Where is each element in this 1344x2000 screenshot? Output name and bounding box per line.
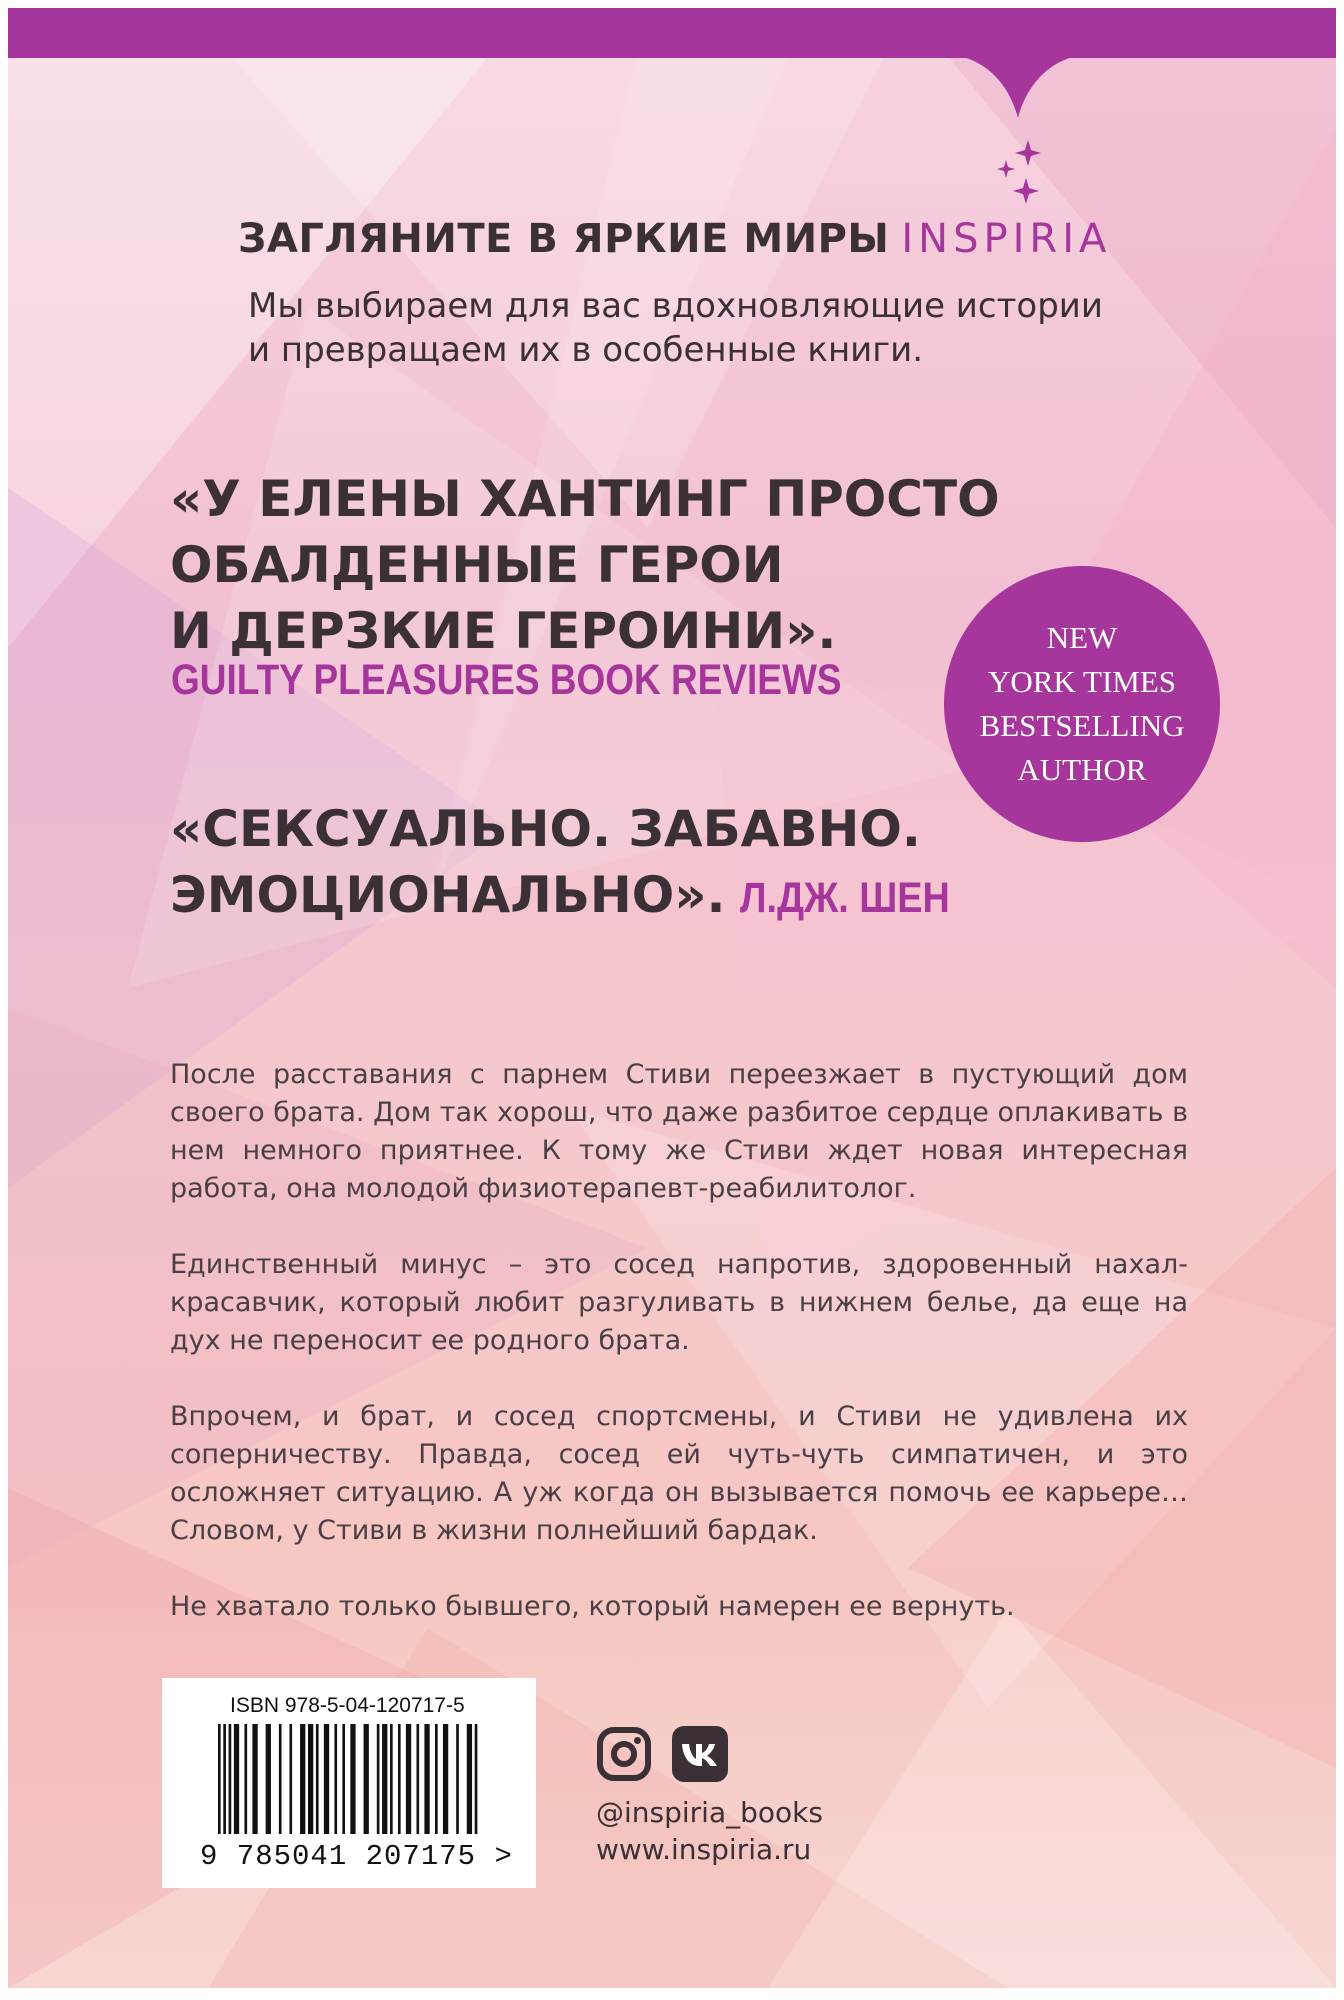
barcode-bar <box>416 1724 419 1834</box>
barcode-bar <box>364 1724 369 1834</box>
review-source-1: GUILTY PLEASURES BOOK REVIEWS <box>171 656 842 704</box>
barcode-bar <box>279 1724 282 1834</box>
barcode-bar <box>398 1724 401 1834</box>
quote-line: ОБАЛДЕННЫЕ ГЕРОИ <box>170 536 784 594</box>
barcode-bar <box>316 1724 319 1834</box>
barcode-bar <box>390 1724 393 1834</box>
barcode-bar <box>334 1724 337 1834</box>
social-handle[interactable]: @inspiria_books <box>596 1796 823 1829</box>
tagline <box>238 216 1111 262</box>
barcode-digits: 9 785041 207175 > <box>200 1840 513 1873</box>
barcode-bar <box>223 1724 226 1834</box>
quote-line: «У ЕЛЕНЫ ХАНТИНГ ПРОСТО <box>170 470 1000 528</box>
sparkle-icon <box>988 138 1048 208</box>
barcode-bar <box>382 1724 387 1834</box>
synopsis <box>170 1056 1188 1626</box>
review-source-2: Л.ДЖ. ШЕН <box>739 874 950 922</box>
barcode-bar <box>234 1724 239 1834</box>
social-icons <box>596 1726 823 1782</box>
barcode-bar <box>456 1724 459 1834</box>
intro-line: Мы выбираем для вас вдохновляющие истории <box>248 286 1103 326</box>
book-back-cover <box>8 8 1336 1988</box>
heart-notch <box>958 56 1078 120</box>
barcode-bar <box>252 1724 257 1834</box>
badge-line: BESTSELLING <box>979 708 1185 743</box>
brand-name: INSPIRIA <box>901 216 1112 262</box>
barcode-bar <box>350 1724 355 1834</box>
barcode-bar <box>406 1724 411 1834</box>
synopsis-paragraph: Единственный минус – это сосед напротив, здоровенный нахал-красавчик, который любит разгуливать в нижнем белье, да еще на дух не переносит ее родного брата. <box>170 1249 1188 1356</box>
quote-line: «СЕКСУАЛЬНО. ЗАБАВНО. <box>170 800 921 858</box>
intro-text <box>248 284 1148 372</box>
barcode-bar <box>424 1724 429 1834</box>
barcode-bar <box>324 1724 329 1834</box>
website-link[interactable]: www.inspiria.ru <box>596 1833 812 1866</box>
vk-icon[interactable] <box>672 1726 728 1782</box>
social-block <box>596 1726 823 1866</box>
barcode-bar <box>443 1724 448 1834</box>
barcode-bar <box>218 1724 221 1834</box>
quote-line: ЭМОЦИОНАЛЬНО». <box>170 866 726 924</box>
synopsis-paragraph: Не хватало только бывшего, который намерен ее вернуть. <box>170 1591 1015 1622</box>
barcode-bar <box>308 1724 313 1834</box>
barcode-bar <box>342 1724 345 1834</box>
isbn-number: ISBN 978-5-04-120717-5 <box>230 1694 465 1717</box>
synopsis-paragraph: После расставания с парнем Стиви переезжает в пустующий дом своего брата. Дом так хорош, что даже разбитое сердце оплакивать в нем немного приятнее. К тому же Стиви ждет новая интересная работа, она молодой физиотерапевт-реабилитолог. <box>170 1059 1188 1204</box>
barcode-bar <box>467 1724 472 1834</box>
barcode-bar <box>244 1724 247 1834</box>
badge-line: YORK TIMES <box>987 664 1177 699</box>
instagram-icon[interactable] <box>596 1726 652 1782</box>
intro-line: и превращаем их в особенные книги. <box>248 330 924 370</box>
badge-line: AUTHOR <box>1017 752 1147 787</box>
quote-line: И ДЕРЗКИЕ ГЕРОИНИ». <box>170 602 837 660</box>
tagline-text: ЗАГЛЯНИТЕ В ЯРКИЕ МИРЫ <box>238 216 890 262</box>
synopsis-paragraph: Впрочем, и брат, и сосед спортсмены, и Стиви не удивлена их соперничеству. Правда, сосед ей чуть-чуть симпатичен, и это осложняет ситуацию. А уж когда он вызывается помочь ее карьере… Словом, у Стиви в жизни полнейший бардак. <box>170 1401 1188 1546</box>
barcode-box <box>162 1678 536 1888</box>
barcode-bars <box>218 1724 480 1834</box>
barcode-bar <box>377 1724 380 1834</box>
barcode-bar <box>475 1724 478 1834</box>
top-accent-bar <box>8 8 1336 58</box>
review-quote-2 <box>170 796 1070 931</box>
barcode-bar <box>435 1724 438 1834</box>
barcode-bar <box>300 1724 305 1834</box>
badge-line: NEW <box>1046 620 1118 655</box>
badge-text <box>962 616 1202 792</box>
barcode-bar <box>229 1724 232 1834</box>
barcode-bar <box>289 1724 292 1834</box>
barcode-bar <box>266 1724 271 1834</box>
quote-line-with-source <box>170 862 1070 931</box>
review-quote-1 <box>170 466 1000 664</box>
